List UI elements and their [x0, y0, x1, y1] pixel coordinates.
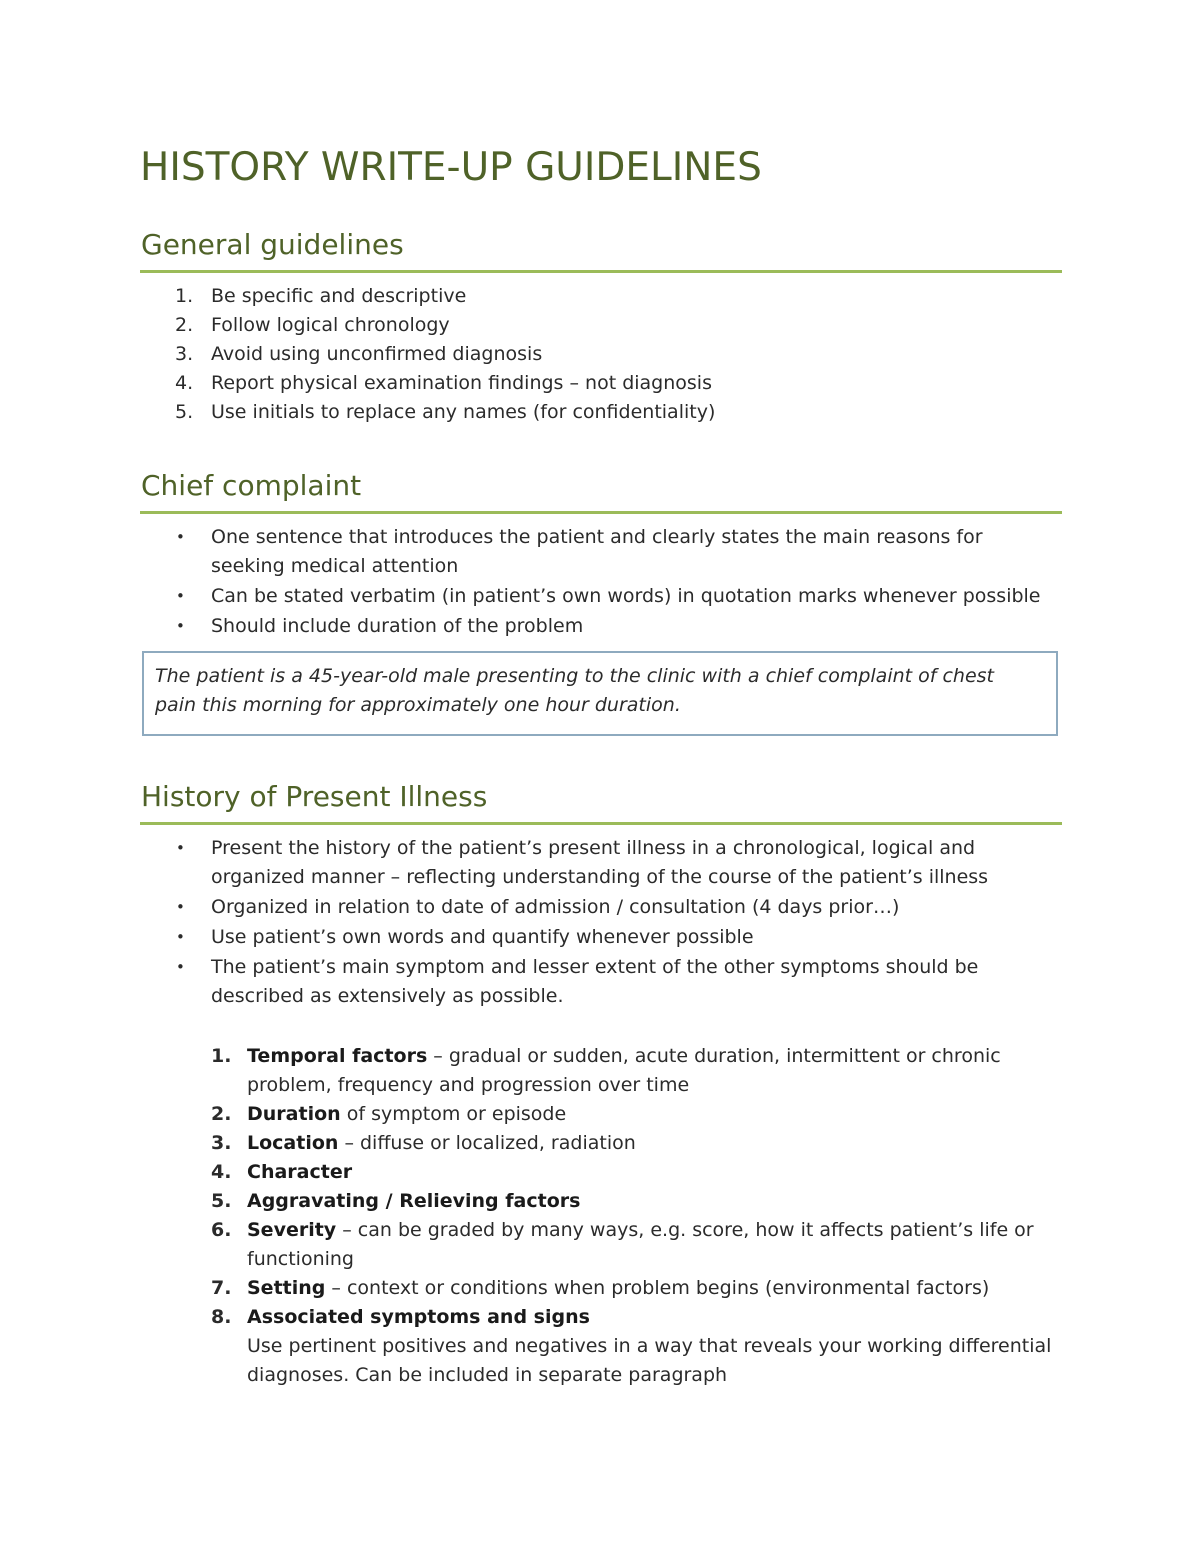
hpi-list [140, 834, 1062, 1011]
list-item [140, 582, 1062, 611]
bullet-icon: • [176, 898, 185, 916]
list-number: 2. [175, 314, 194, 336]
factor-item [140, 1187, 1062, 1216]
list-item [140, 282, 1062, 311]
list-item-text: Follow logical chronology [211, 314, 450, 336]
list-item-text: The patient’s main symptom and lesser extent of the other symptoms should be described as extensively as possible. [211, 956, 979, 1007]
list-item-text: Avoid using unconfirmed diagnosis [211, 343, 543, 365]
list-number: 8. [211, 1306, 232, 1328]
list-number: 1. [211, 1045, 232, 1067]
list-item-text: Use patient’s own words and quantify whenever possible [211, 926, 754, 948]
list-item [140, 398, 1062, 427]
factor-desc: – gradual or sudden, acute duration, intermittent or chronic problem, frequency and progression over time [247, 1045, 1001, 1096]
chief-complaint-example-box: The patient is a 45-year-old male presenting to the clinic with a chief complaint of chest pain this morning for approximately one hour duration. [142, 651, 1058, 736]
list-number: 5. [175, 401, 194, 423]
list-item-text: Can be stated verbatim (in patient’s own words) in quotation marks whenever possible [211, 585, 1041, 607]
list-item-text: Present the history of the patient’s present illness in a chronological, logical and organized manner – reflecting understanding of the course of the patient’s illness [211, 837, 989, 888]
general-guidelines-list [140, 282, 1062, 427]
section-heading-hpi: History of Present Illness [140, 778, 1062, 825]
factor-item [140, 1100, 1062, 1129]
list-number: 2. [211, 1103, 232, 1125]
factor-desc: – can be graded by many ways, e.g. score, how it affects patient’s life or functioning [247, 1219, 1034, 1270]
list-item [140, 612, 1062, 641]
list-item-text: Use initials to replace any names (for confidentiality) [211, 401, 716, 423]
factor-term: Severity [247, 1219, 337, 1241]
list-item [140, 834, 1062, 892]
bullet-icon: • [176, 528, 185, 546]
list-item-text: One sentence that introduces the patient and clearly states the main reasons for seeking medical attention [211, 526, 983, 577]
factor-desc: of symptom or episode [340, 1103, 567, 1125]
list-item [140, 523, 1062, 581]
list-item [140, 953, 1062, 1011]
factor-term: Setting [247, 1277, 326, 1299]
list-number: 7. [211, 1277, 232, 1299]
list-number: 4. [211, 1161, 232, 1183]
factor-term: Aggravating / Relieving factors [247, 1190, 581, 1212]
factor-term: Duration [247, 1103, 341, 1125]
list-item-text: Report physical examination findings – not diagnosis [211, 372, 712, 394]
list-number: 3. [211, 1132, 232, 1154]
list-number: 6. [211, 1219, 232, 1241]
factor-item [140, 1129, 1062, 1158]
list-number: 4. [175, 372, 194, 394]
list-number: 5. [211, 1190, 232, 1212]
bullet-icon: • [176, 958, 185, 976]
section-heading-general: General guidelines [140, 226, 1062, 273]
list-number: 3. [175, 343, 194, 365]
factor-item [140, 1158, 1062, 1187]
list-item [140, 369, 1062, 398]
factor-term: Location [247, 1132, 339, 1154]
factor-term: Character [247, 1161, 353, 1183]
document-title: HISTORY WRITE-UP GUIDELINES [140, 145, 762, 190]
list-item [140, 923, 1062, 952]
factor-term: Temporal factors [247, 1045, 428, 1067]
bullet-icon: • [176, 839, 185, 857]
bullet-icon: • [176, 587, 185, 605]
list-item-text: Should include duration of the problem [211, 615, 584, 637]
factor-desc: – context or conditions when problem begins (environmental factors) [325, 1277, 990, 1299]
list-item-text: Organized in relation to date of admission / consultation (4 days prior…) [211, 896, 900, 918]
list-item-text: Be specific and descriptive [211, 285, 467, 307]
list-item [140, 340, 1062, 369]
factor-item [140, 1274, 1062, 1303]
list-item [140, 311, 1062, 340]
bullet-icon: • [176, 928, 185, 946]
factor-term: Associated symptoms and signs [247, 1306, 590, 1328]
factor-item [140, 1042, 1062, 1100]
factor-item [140, 1216, 1062, 1274]
section-heading-chief-complaint: Chief complaint [140, 467, 1062, 514]
list-number: 1. [175, 285, 194, 307]
chief-complaint-list [140, 523, 1062, 641]
bullet-icon: • [176, 617, 185, 635]
factor-desc: – diffuse or localized, radiation [338, 1132, 636, 1154]
factor-desc: Use pertinent positives and negatives in a way that reveals your working differential diagnoses. Can be included in separate paragraph [247, 1335, 1052, 1386]
factor-item [140, 1303, 1062, 1390]
hpi-factors-list [140, 1042, 1062, 1390]
list-item [140, 893, 1062, 922]
